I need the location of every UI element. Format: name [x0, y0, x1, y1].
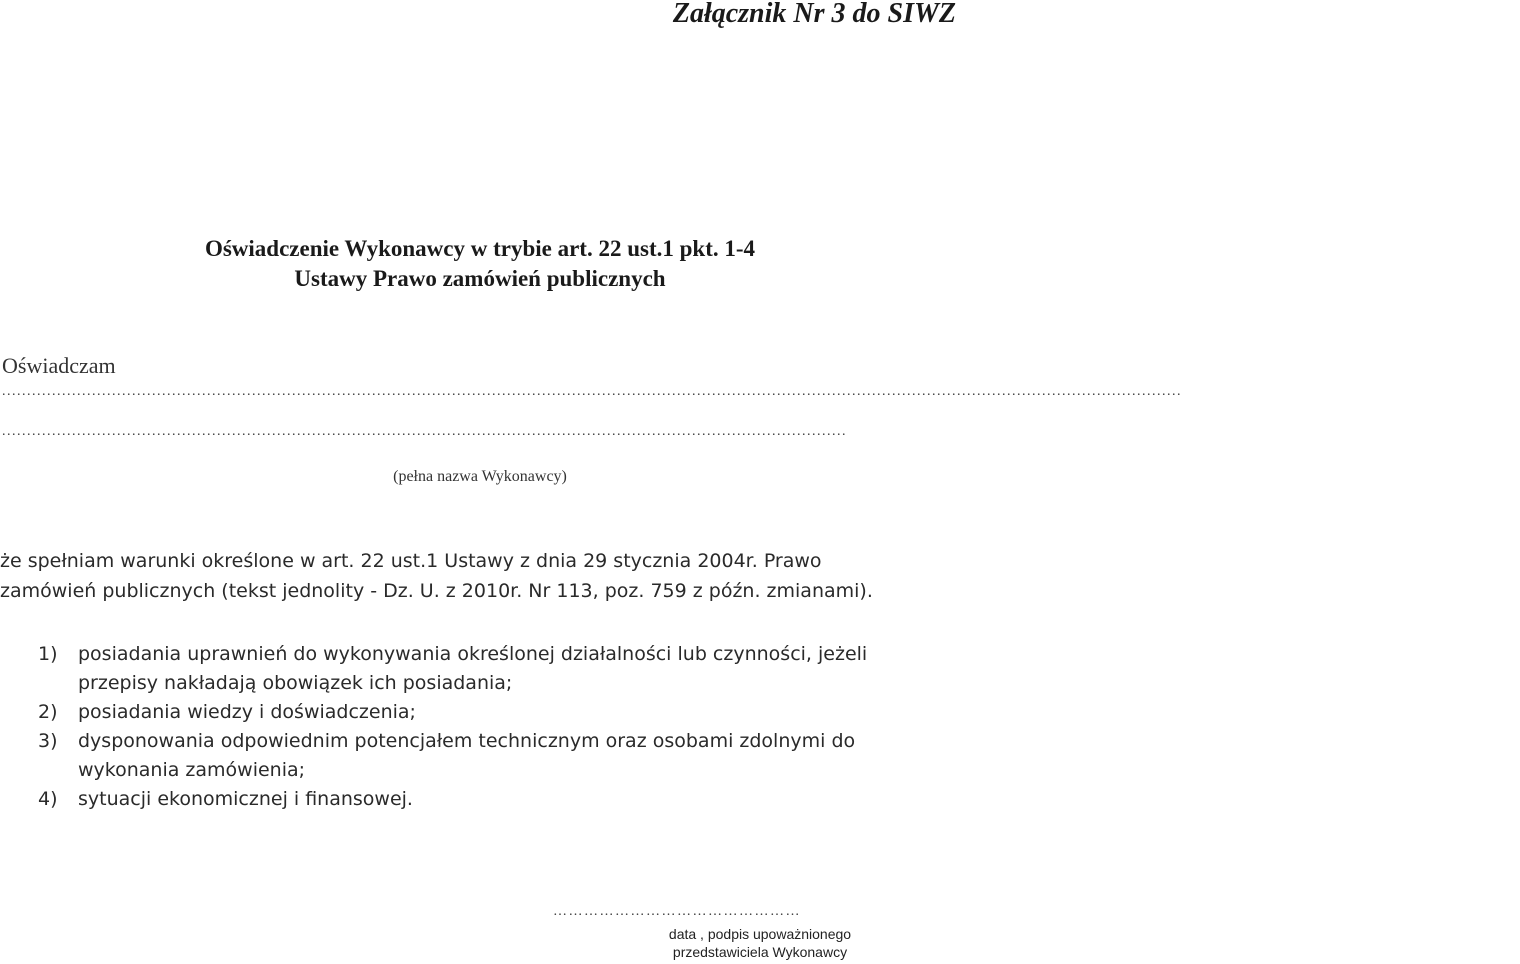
signature-caption-line-2: przedstawiciela Wykonawcy	[672, 944, 848, 960]
signature-caption-line-1: data , podpis upoważnionego	[668, 926, 852, 942]
annex-heading: Załącznik Nr 3 do SIWZ	[672, 0, 956, 29]
list-item-number: 2)	[38, 701, 58, 723]
list-item-text: dysponowania odpowiednim potencjałem technicznym oraz osobami zdolnymi do	[78, 730, 856, 752]
list-item-text: sytuacji ekonomicznej i finansowej.	[78, 788, 413, 810]
list-item-number: 1)	[38, 643, 58, 665]
conditions-list	[38, 640, 958, 814]
list-item-continuation	[38, 756, 958, 785]
list-item-text: posiadania wiedzy i doświadczenia;	[78, 701, 416, 723]
list-item	[38, 640, 958, 669]
document-title-line-2: Ustawy Prawo zamówień publicznych	[294, 266, 666, 291]
list-item-continuation	[38, 669, 958, 698]
signature-field-line: …………………………………………	[553, 904, 801, 919]
contractor-name-field-line-2: .........................................................................................................................................................................	[2, 424, 847, 439]
list-item-text: przepisy nakładają obowiązek ich posiadania;	[78, 672, 513, 694]
declaration-text-line-2: zamówień publicznych (tekst jednolity - Dz. U. z 2010r. Nr 113, poz. 759 z późn. zmianami).	[0, 580, 873, 602]
declaration-lead: Oświadczam	[2, 353, 116, 378]
list-item	[38, 785, 958, 814]
document-title-line-1: Oświadczenie Wykonawcy w trybie art. 22 ust.1 pkt. 1-4	[204, 236, 756, 261]
list-item	[38, 727, 958, 756]
list-item-number: 3)	[38, 730, 58, 752]
list-item-text: posiadania uprawnień do wykonywania określonej działalności lub czynności, jeżeli	[78, 643, 868, 665]
list-item-number: 4)	[38, 788, 58, 810]
contractor-name-field-line-1: ............................................................................................................................................................................................................................................	[2, 384, 1182, 399]
contractor-name-caption: (pełna nazwa Wykonawcy)	[393, 468, 567, 485]
list-item	[38, 698, 958, 727]
list-item-text: wykonania zamówienia;	[78, 759, 306, 781]
declaration-text-line-1: że spełniam warunki określone w art. 22 ust.1 Ustawy z dnia 29 stycznia 2004r. Prawo	[0, 550, 822, 572]
